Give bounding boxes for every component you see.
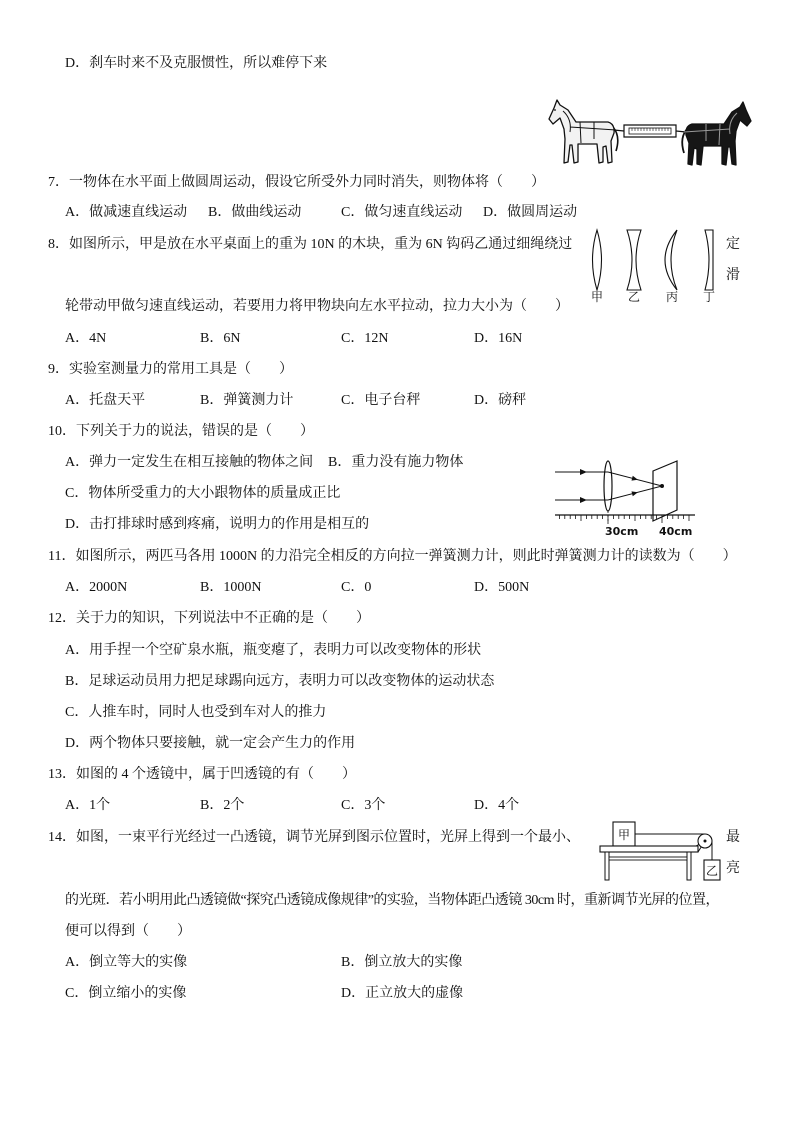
q13-option-c: C．3个 (341, 798, 386, 813)
q8-option-b: B．6N (200, 331, 241, 346)
q8-stem-line-1: 8．如图所示，甲是放在水平桌面上的重为 10N 的木块，重为 6N 钩码乙通过细绳绕过 (48, 237, 573, 252)
convex-lens-ray-figure (545, 455, 700, 543)
q13-option-a: A．1个 (65, 798, 111, 813)
q10-option-a: A．弹力一定发生在相互接触的物体之间 (65, 455, 314, 470)
q8-option-c: C．12N (341, 331, 389, 346)
q8-stem-line-2: 轮带动甲做匀速直线运动，若要用力将甲物块向左水平拉动，拉力大小为（ ） (65, 299, 569, 314)
q9-stem: 9．实验室测量力的常用工具是（ ） (48, 362, 293, 377)
ruler-label-40cm: 40cm (659, 525, 693, 538)
q12-option-c: C．人推车时，同时人也受到车对人的推力 (65, 705, 327, 720)
q9-option-d: D．磅秤 (474, 393, 527, 408)
q8-option-a: A．4N (65, 331, 107, 346)
ray-arrow-bottom (580, 497, 587, 503)
ruler-ticks (559, 515, 689, 523)
lens-bing-meniscus (665, 230, 677, 290)
q11-option-a: A．2000N (65, 580, 128, 595)
ray-arrow-top (580, 469, 587, 475)
ruler-label-30cm: 30cm (605, 525, 639, 538)
q10-option-b: B．重力没有施力物体 (328, 455, 464, 470)
lens-label-yi: 乙 (627, 290, 641, 304)
lens-label-ding: 丁 (702, 290, 716, 304)
q14-option-d: D．正立放大的虚像 (341, 986, 464, 1001)
table-leg-right (687, 852, 691, 880)
q7-option-c: C．做匀速直线运动 (341, 205, 463, 220)
q8-stem-side-char-1: 定 (726, 237, 740, 252)
focal-spot (660, 484, 664, 488)
q10-stem: 10．下列关于力的说法，错误的是（ ） (48, 424, 314, 439)
q12-option-a: A．用手捏一个空矿泉水瓶，瓶变瘪了，表明力可以改变物体的形状 (65, 643, 482, 658)
q7-option-d: D．做圆周运动 (483, 205, 578, 220)
q12-stem: 12．关于力的知识，下列说法中不正确的是（ ） (48, 611, 370, 626)
convex-lens (604, 461, 612, 511)
q14-stem-line-2: 的光斑．若小明用此凸透镜做“探究凸透镜成像规律”的实验，当物体距凸透镜 30cm 时，重新调节光屏的位置， (65, 893, 720, 908)
table-stretcher (609, 857, 687, 860)
q14-option-a: A．倒立等大的实像 (65, 955, 188, 970)
q10-option-d: D．击打排球时感到疼痛，说明力的作用是相互的 (65, 517, 370, 532)
left-horse (549, 100, 618, 163)
q14-stem-line-3: 便可以得到（ ） (65, 924, 191, 939)
q12-option-b: B．足球运动员用力把足球踢向远方，表明力可以改变物体的运动状态 (65, 674, 495, 689)
block-jia-label: 甲 (617, 828, 631, 842)
q9-option-a: A．托盘天平 (65, 393, 146, 408)
q7-option-b: B．做曲线运动 (208, 205, 302, 220)
right-horse-body (686, 102, 751, 165)
q11-option-d: D．500N (474, 580, 530, 595)
q9-option-c: C．电子台秤 (341, 393, 421, 408)
q6-option-d: D．刹车时来不及克服惯性，所以难停下来 (65, 56, 328, 71)
ray-arrow-refracted-bottom (632, 490, 639, 496)
q11-option-c: C．0 (341, 580, 372, 595)
q14-stem-side-char-2: 亮 (726, 861, 740, 876)
lens-ding-plano-concave (705, 230, 713, 290)
lens-yi-biconcave (627, 230, 641, 290)
lens-label-jia: 甲 (590, 290, 604, 304)
weight-yi-label: 乙 (705, 864, 719, 878)
q7-option-a: A．做减速直线运动 (65, 205, 188, 220)
q10-option-c: C．物体所受重力的大小跟物体的质量成正比 (65, 486, 341, 501)
horses-spring-scale-figure (540, 92, 760, 170)
q14-stem-line-1: 14．如图，一束平行光经过一凸透镜，调节光屏到图示位置时，光屏上得到一个最小、 (48, 830, 580, 845)
q9-option-b: B．弹簧测力计 (200, 393, 294, 408)
table-top (600, 846, 698, 852)
q14-option-b: B．倒立放大的实像 (341, 955, 463, 970)
q14-option-c: C．倒立缩小的实像 (65, 986, 187, 1001)
q11-option-b: B．1000N (200, 580, 262, 595)
q13-option-d: D．4个 (474, 798, 520, 813)
table-pulley-figure (596, 818, 724, 884)
q8-option-d: D．16N (474, 331, 523, 346)
q12-option-d: D．两个物体只要接触，就一定会产生力的作用 (65, 736, 356, 751)
light-screen (653, 461, 677, 521)
q11-stem: 11．如图所示，两匹马各用 1000N 的力沿完全相反的方向拉一弹簧测力计，则此时弹簧测力计的读数为（ ） (48, 549, 737, 564)
table-leg-left (605, 852, 609, 880)
q14-stem-side-char-1: 最 (726, 830, 740, 845)
q7-stem: 7．一物体在水平面上做圆周运动，假设它所受外力同时消失，则物体将（ ） (48, 175, 545, 190)
q8-stem-side-char-2: 滑 (726, 268, 740, 283)
q13-stem: 13．如图的 4 个透镜中，属于凹透镜的有（ ） (48, 767, 356, 782)
pulley-axle (704, 840, 707, 843)
ray-arrow-refracted-top (632, 476, 639, 482)
lens-label-bing: 丙 (665, 290, 679, 304)
lenses-figure (585, 222, 725, 308)
lens-jia-biconvex (593, 230, 602, 290)
spring-scale (614, 125, 686, 137)
q13-option-b: B．2个 (200, 798, 245, 813)
right-horse (682, 102, 751, 165)
left-horse-body (549, 100, 614, 163)
left-horse-eye (554, 109, 556, 111)
